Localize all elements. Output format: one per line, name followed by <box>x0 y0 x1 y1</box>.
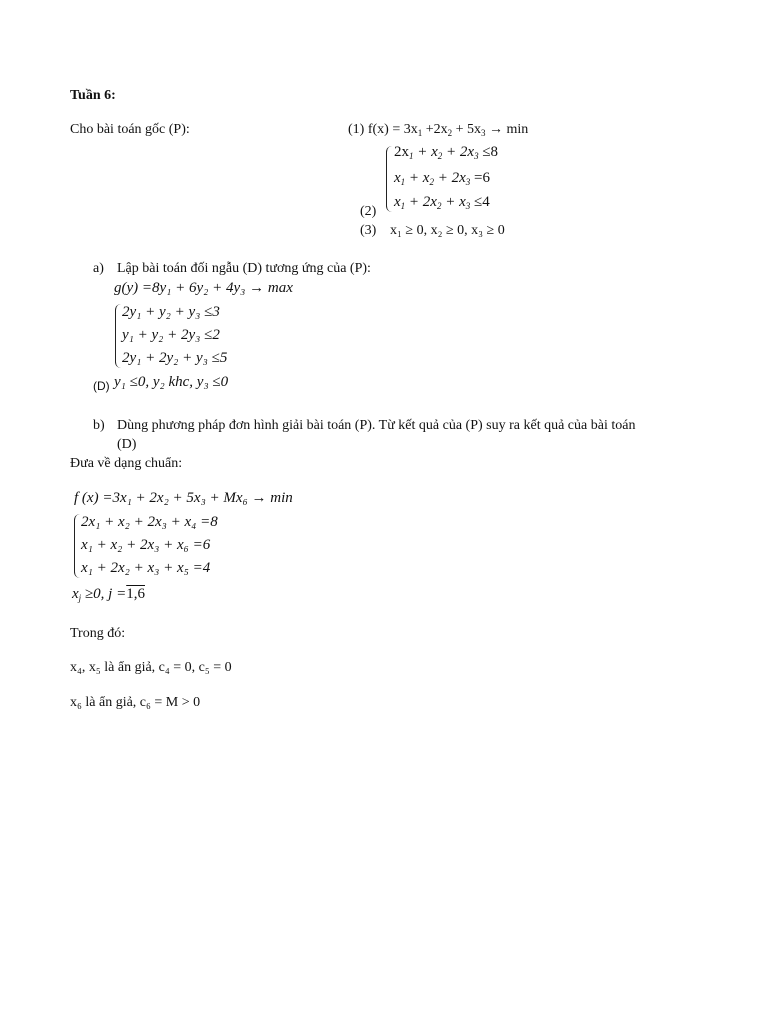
notes-line-2: x₆ là ẩn giả, c₆ = M > 0 <box>70 695 201 710</box>
primal-constraint-1: $2x_1 + x_2 + 2x_3 \le 8$ <box>394 144 499 161</box>
primal-sign: x₁ ≥ 0, x₂ ≥ 0, x₃ ≥ 0 <box>390 223 505 238</box>
standard-constraint-3: x₁ + 2x₂ + x₃ + x₅ =4 <box>81 560 211 576</box>
standard-form-heading: Đưa về dạng chuẩn: <box>70 456 183 471</box>
page-title: Tuần 6: <box>70 88 116 103</box>
dual-objective: g(y) =8y₁ + 6y₂ + 4y₃ → max <box>114 280 293 296</box>
dual-label: (D) <box>93 379 110 393</box>
primal-label-2: (2) <box>360 204 377 219</box>
standard-brace <box>74 514 81 578</box>
notes-line-1: x₄, x₅ là ẩn giả, c₄ = 0, c₅ = 0 <box>70 660 232 675</box>
intro-text: Cho bài toán gốc (P): <box>70 122 190 137</box>
standard-sign: $x_j \ge 0$, j =1,6 <box>72 586 145 603</box>
primal-brace <box>386 146 393 212</box>
standard-constraint-1: 2x₁ + x₂ + 2x₃ + x₄ =8 <box>81 514 218 530</box>
dual-brace <box>115 304 122 368</box>
part-b-line-2: (D) <box>117 437 137 452</box>
dual-constraint-1: 2y₁ + y₂ + y₃ ≤3 <box>122 304 220 320</box>
part-a-marker: a) <box>93 261 104 276</box>
dual-constraint-3: 2y₁ + 2y₂ + y₃ ≤5 <box>122 350 228 366</box>
part-b-line-1: Dùng phương pháp đơn hình giải bài toán (P). Từ kết quả của (P) suy ra kết quả của bài toán <box>117 418 636 433</box>
dual-sign: y₁ ≤0, y₂ khc, y₃ ≤0 <box>114 374 229 390</box>
standard-constraint-2: x₁ + x₂ + 2x₃ + x₆ =6 <box>81 537 211 553</box>
primal-label-3: (3) <box>360 223 377 238</box>
standard-objective: f (x) =3x₁ + 2x₂ + 5x₃ + Mx₆ → min <box>74 490 293 506</box>
notes-heading: Trong đó: <box>70 626 126 641</box>
part-b-marker: b) <box>93 418 105 433</box>
dual-constraint-2: y₁ + y₂ + 2y₃ ≤2 <box>122 327 220 343</box>
part-a-text: Lập bài toán đối ngẫu (D) tương ứng của (P): <box>117 261 371 276</box>
primal-constraint-2: $x_1 + x_2 + 2x_3 =6$ <box>394 170 490 187</box>
primal-objective: (1) $f(x) = 3x_1 +2x_2 + 5x_3 \to \min$ <box>348 122 529 138</box>
primal-constraint-3: $x_1 + 2x_2 + x_3 \le 4$ <box>394 194 490 211</box>
